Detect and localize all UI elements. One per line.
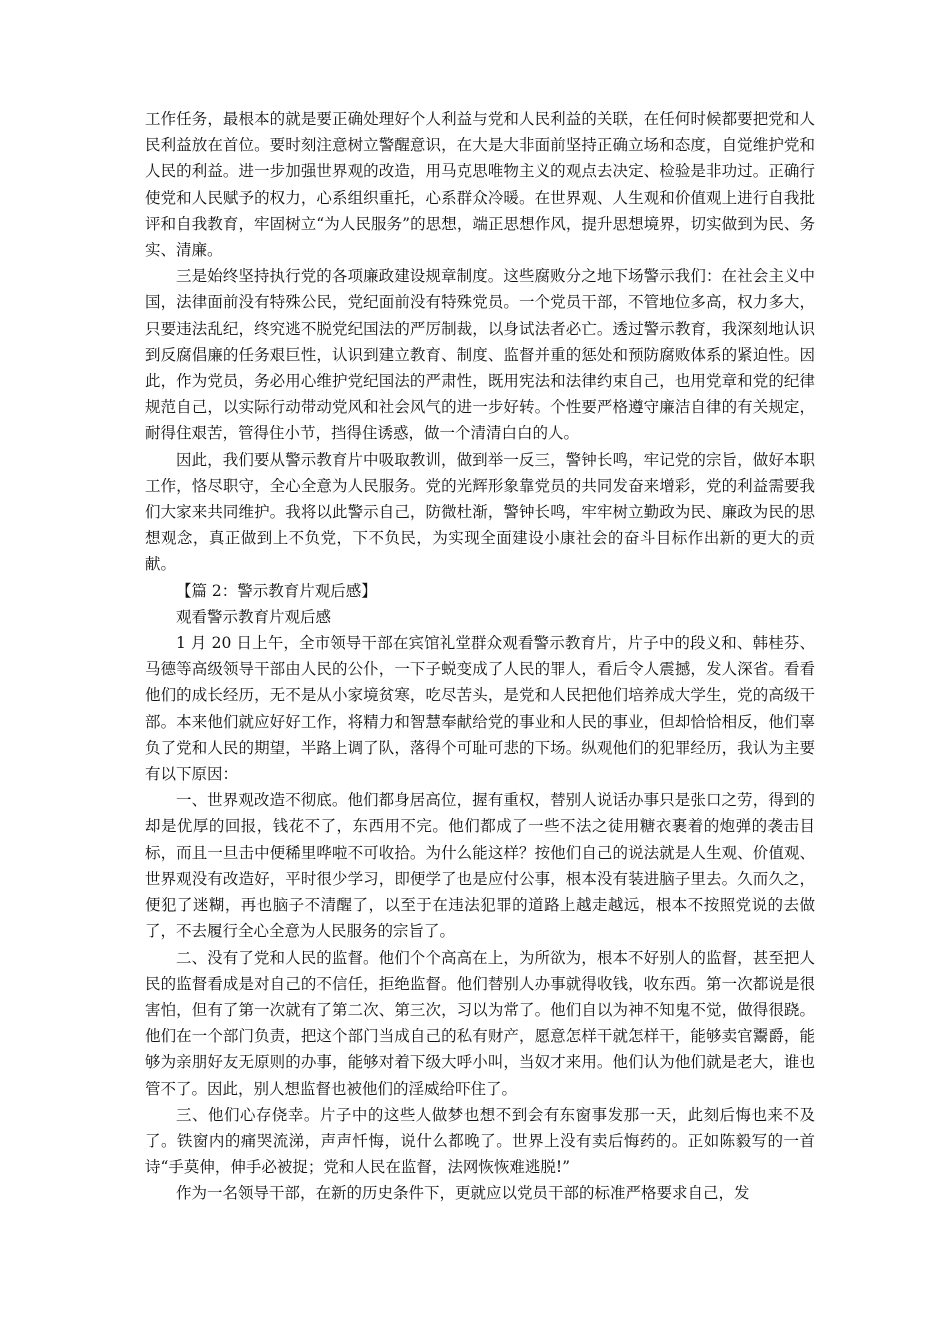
article-title: 观看警示教育片观后感 xyxy=(176,607,332,626)
paragraph-5: 一、世界观改造不彻底。他们都身居高位，握有重权，替别人说话办事只是张口之劳，得到的却是优厚的回报，钱花不了，东西用不完。他们都成了一些不法之徒用糖衣裹着的炮弹的袭击目标，而且一旦击中便稀里哗啦不可收拾。为什么能这样？按他们自己的说法就是人生观、价值观、世界观没有改造好，平时很少学习，即便学了也是应付公事，根本没有装进脑子里去。久而久之，便犯了迷糊，再也脑子不清醒了，以至于在违法犯罪的道路上越走越远，根本不按照党说的去做了，不去履行全心全意为人民服务的宗旨了。 xyxy=(145,791,815,941)
paragraph-3: 因此，我们要从警示教育片中吸取教训，做到举一反三，警钟长鸣，牢记党的宗旨，做好本职工作，恪尽职守，全心全意为人民服务。党的光辉形象靠党员的共同发奋来增彩，党的利益需要我们大家来共同维护。我将以此警示自己，防微杜渐，警钟长鸣，牢牢树立勤政为民、廉政为民的思想观念，真正做到上不负党，下不负民，为实现全面建设小康社会的奋斗目标作出新的更大的贡献。 xyxy=(145,450,815,574)
paragraph-7: 三、他们心存侥幸。片子中的这些人做梦也想不到会有东窗事发那一天，此刻后悔也来不及了。铁窗内的痛哭流涕，声声忏悔，说什么都晚了。世界上没有卖后悔药的。正如陈毅写的一首诗“手莫伸，伸手必被捉；党和人民在监督，法网恢恢难逃脱!” xyxy=(145,1105,815,1177)
section-heading: 【篇 2：警示教育片观后感】 xyxy=(176,581,377,600)
paragraph-8: 作为一名领导干部，在新的历史条件下，更就应以党员干部的标准严格要求自己，发 xyxy=(176,1184,750,1203)
document-page xyxy=(145,106,815,1207)
paragraph-1: 工作任务，最根本的就是要正确处理好个人利益与党和人民利益的关联，在任何时候都要把党和人民利益放在首位。要时刻注意树立警醒意识，在大是大非面前坚持正确立场和态度，自觉维护党和人民的利益。进一步加强世界观的改造，用马克思唯物主义的观点去决定、检验是非功过。正确行使党和人民赋予的权力，心系组织重托，心系群众冷暖。在世界观、人生观和价值观上进行自我批评和自我教育，牢固树立“为人民服务”的思想，端正思想作风，提升思想境界，切实做到为民、务实、清廉。 xyxy=(145,110,815,260)
paragraph-2: 三是始终坚持执行党的各项廉政建设规章制度。这些腐败分之地下场警示我们：在社会主义中国，法律面前没有特殊公民，党纪面前没有特殊党员。一个党员干部，不管地位多高，权力多大，只要违法乱纪，终究逃不脱党纪国法的严厉制裁，以身试法者必亡。透过警示教育，我深刻地认识到反腐倡廉的任务艰巨性，认识到建立教育、制度、监督并重的惩处和预防腐败体系的紧迫性。因此，作为党员，务必用心维护党纪国法的严肃性，既用宪法和法律约束自己，也用党章和党的纪律规范自己，以实际行动带动党风和社会风气的进一步好转。个性要严格遵守廉洁自律的有关规定，耐得住艰苦，管得住小节，挡得住诱惑，做一个清清白白的人。 xyxy=(145,267,815,443)
paragraph-4: 1 月 20 日上午，全市领导干部在宾馆礼堂群众观看警示教育片，片子中的段义和、韩桂芬、马德等高级领导干部由人民的公仆，一下子蜕变成了人民的罪人，看后令人震撼，发人深省。看看他们的成长经历，无不是从小家境贫寒，吃尽苦头，是党和人民把他们培养成大学生，党的高级干部。本来他们就应好好工作，将精力和智慧奉献给党的事业和人民的事业，但却恰恰相反，他们辜负了党和人民的期望，半路上调了队，落得个可耻可悲的下场。纵观他们的犯罪经历，我认为主要有以下原因： xyxy=(145,634,815,784)
paragraph-6: 二、没有了党和人民的监督。他们个个高高在上，为所欲为，根本不好别人的监督，甚至把人民的监督看成是对自己的不信任，拒绝监督。他们替别人办事就得收钱，收东西。第一次都说是很害怕，但有了第一次就有了第二次、第三次，习以为常了。他们自以为神不知鬼不觉，做得很跷。他们在一个部门负责，把这个部门当成自己的私有财产，愿意怎样干就怎样干，能够卖官鬻爵，能够为亲朋好友无原则的办事，能够对着下级大呼小叫，当奴才来用。他们认为他们就是老大，谁也管不了。因此，别人想监督也被他们的淫威给吓住了。 xyxy=(145,948,815,1098)
